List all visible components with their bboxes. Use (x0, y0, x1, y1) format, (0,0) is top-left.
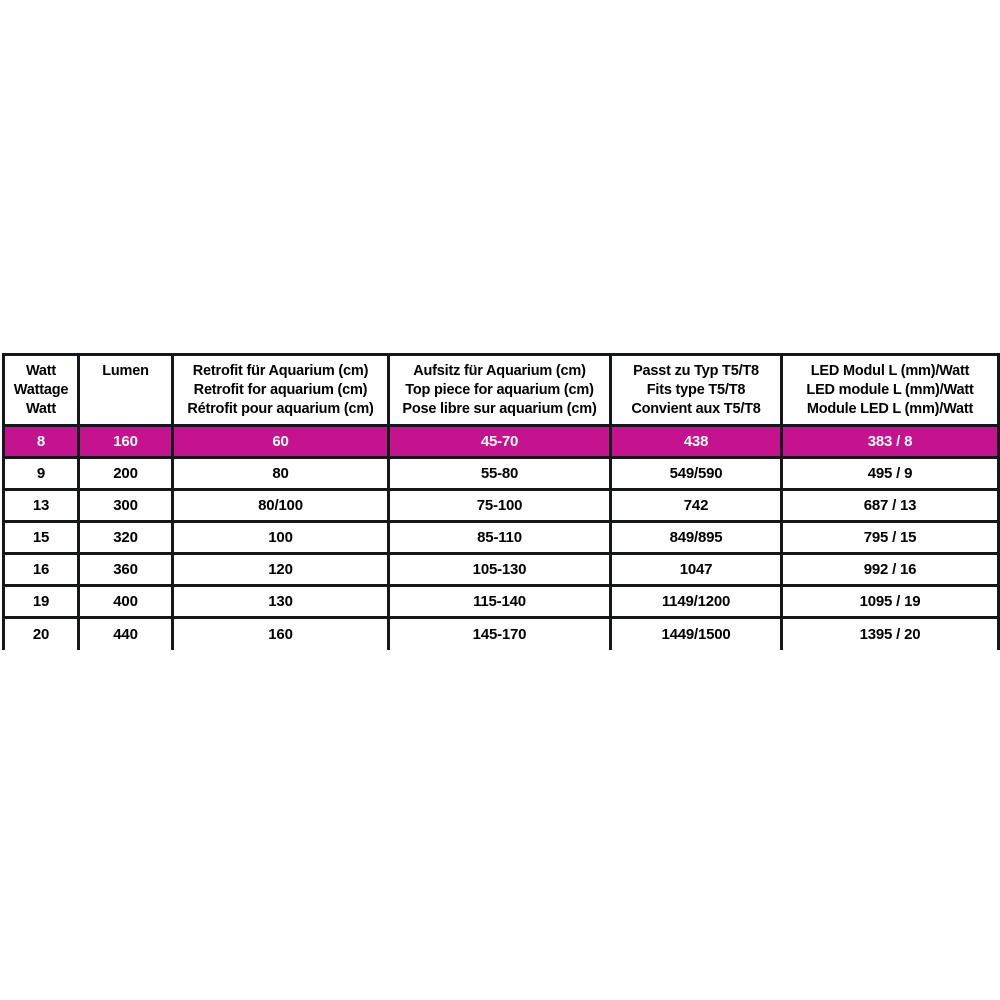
cell-lumen: 400 (79, 586, 173, 618)
header-line: Passt zu Typ T5/T8 (633, 363, 759, 379)
cell-retrofit: 160 (173, 618, 389, 650)
cell-watt: 13 (4, 490, 79, 522)
cell-aufsitz: 45-70 (389, 426, 611, 458)
cell-lumen: 360 (79, 554, 173, 586)
col-header-aufsitz (389, 355, 611, 426)
cell-led-module: 495 / 9 (782, 458, 999, 490)
cell-retrofit: 100 (173, 522, 389, 554)
header-line: Retrofit for aquarium (cm) (193, 382, 368, 398)
cell-led-module: 383 / 8 (782, 426, 999, 458)
cell-type: 438 (611, 426, 782, 458)
header-line: Aufsitz für Aquarium (cm) (413, 363, 586, 379)
cell-watt: 15 (4, 522, 79, 554)
cell-watt: 16 (4, 554, 79, 586)
cell-lumen: 160 (79, 426, 173, 458)
cell-watt: 9 (4, 458, 79, 490)
cell-retrofit: 80 (173, 458, 389, 490)
header-line: LED module L (mm)/Watt (806, 382, 974, 398)
cell-type: 1047 (611, 554, 782, 586)
header-line: Module LED L (mm)/Watt (806, 401, 974, 417)
cell-type: 1449/1500 (611, 618, 782, 650)
cell-retrofit: 130 (173, 586, 389, 618)
cell-type: 742 (611, 490, 782, 522)
cell-led-module: 795 / 15 (782, 522, 999, 554)
highlighted-row (4, 426, 999, 458)
col-header-type (611, 355, 782, 426)
col-header-lumen (79, 355, 173, 426)
cell-lumen: 440 (79, 618, 173, 650)
cell-led-module: 992 / 16 (782, 554, 999, 586)
header-line: Lumen (102, 363, 149, 379)
table-row (4, 458, 999, 490)
cell-aufsitz: 105-130 (389, 554, 611, 586)
cell-watt: 19 (4, 586, 79, 618)
cell-aufsitz: 75-100 (389, 490, 611, 522)
header-line: Retrofit für Aquarium (cm) (192, 363, 369, 379)
col-header-watt (4, 355, 79, 426)
cell-type: 1149/1200 (611, 586, 782, 618)
cell-lumen: 320 (79, 522, 173, 554)
table-row (4, 522, 999, 554)
cell-type: 549/590 (611, 458, 782, 490)
cell-aufsitz: 85-110 (389, 522, 611, 554)
header-line: Convient aux T5/T8 (631, 401, 761, 417)
cell-led-module: 687 / 13 (782, 490, 999, 522)
header-line: Watt (25, 363, 57, 379)
cell-retrofit: 60 (173, 426, 389, 458)
cell-watt: 20 (4, 618, 79, 650)
col-header-retrofit (173, 355, 389, 426)
cell-watt: 8 (4, 426, 79, 458)
header-line: Wattage (13, 382, 69, 398)
led-spec-table (2, 353, 1000, 650)
cell-lumen: 300 (79, 490, 173, 522)
cell-led-module: 1095 / 19 (782, 586, 999, 618)
header-line: Pose libre sur aquarium (cm) (402, 401, 597, 417)
header-row (4, 355, 999, 426)
header-line: Watt (25, 401, 57, 417)
header-line: Rétrofit pour aquarium (cm) (187, 401, 374, 417)
cell-led-module: 1395 / 20 (782, 618, 999, 650)
header-line: Top piece for aquarium (cm) (405, 382, 594, 398)
header-line: Fits type T5/T8 (646, 382, 746, 398)
cell-type: 849/895 (611, 522, 782, 554)
table-row (4, 618, 999, 650)
table-row (4, 554, 999, 586)
cell-aufsitz: 115-140 (389, 586, 611, 618)
col-header-led-module (782, 355, 999, 426)
table-row (4, 586, 999, 618)
table-row (4, 490, 999, 522)
cell-retrofit: 80/100 (173, 490, 389, 522)
header-line: LED Modul L (mm)/Watt (810, 363, 970, 379)
cell-aufsitz: 55-80 (389, 458, 611, 490)
cell-aufsitz: 145-170 (389, 618, 611, 650)
cell-lumen: 200 (79, 458, 173, 490)
cell-retrofit: 120 (173, 554, 389, 586)
